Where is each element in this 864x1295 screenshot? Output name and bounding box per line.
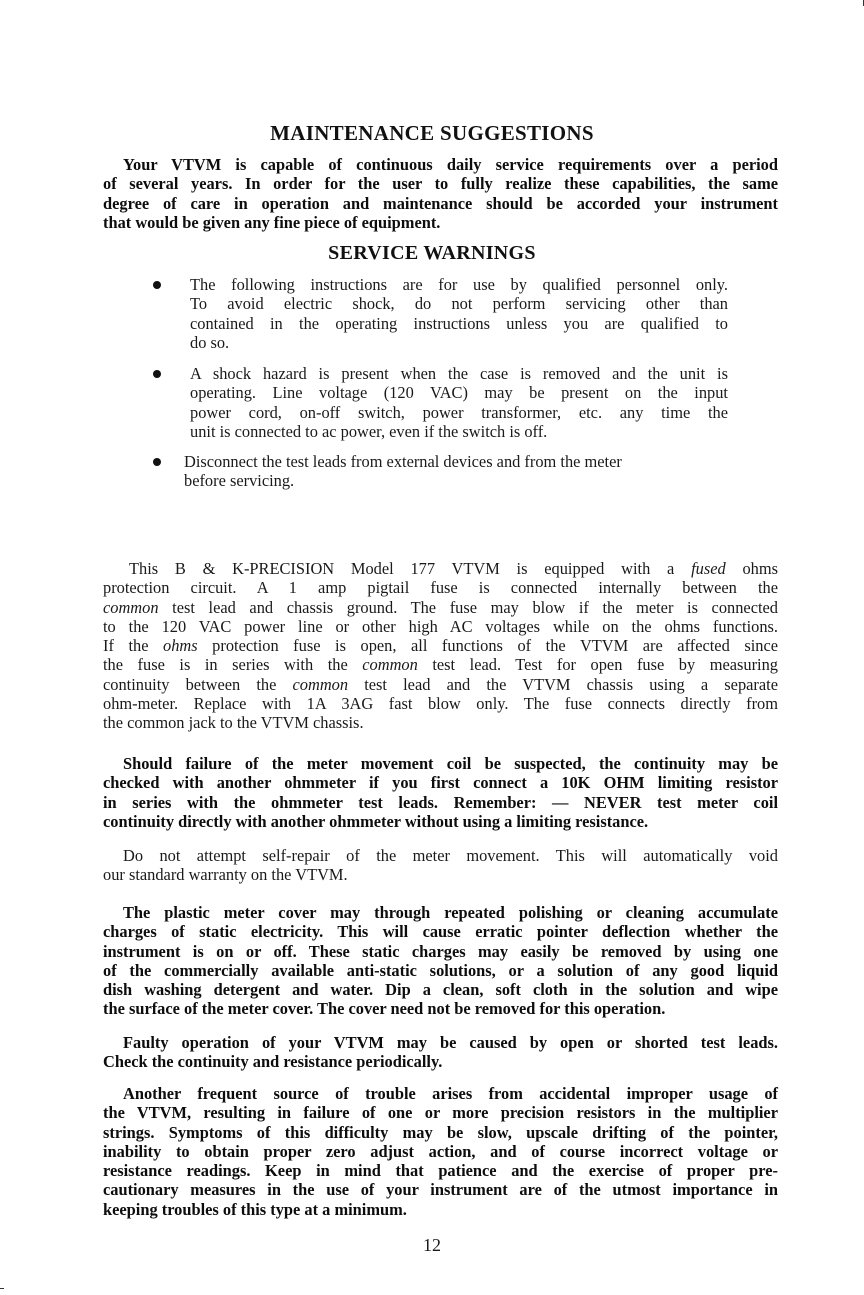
text-line: power cord, on-off switch, power transformer, etc. any time the	[190, 402, 728, 422]
text-line: checked with another ohmmeter if you first connect a 10K OHM limiting resistor	[103, 773, 778, 793]
text-line: strings. Symptoms of this difficulty may be slow, upscale drifting of the pointer,	[103, 1122, 778, 1142]
text-segment: protection circuit. A 1 amp pigtail fuse is connected internally between the	[103, 578, 778, 598]
text-line: The plastic meter cover may through repeated polishing or cleaning accumulate	[123, 903, 778, 922]
italic-term: common	[292, 674, 349, 694]
text-line: inability to obtain proper zero adjust action, and of course incorrect voltage or	[103, 1141, 778, 1161]
text-line: A shock hazard is present when the case is removed and the unit is	[190, 364, 728, 383]
text-line: keeping troubles of this type at a minimum.	[103, 1199, 407, 1219]
text-segment: This B & K-PRECISION Model 177 VTVM is equipped with a	[129, 559, 692, 578]
text-line	[103, 675, 778, 694]
text-segment: the fuse is in series with the	[103, 655, 363, 675]
text-line: our standard warranty on the VTVM.	[103, 865, 348, 885]
warning-item	[190, 364, 728, 441]
text-segment: protection fuse is open, all functions of the VTVM are affected since	[197, 636, 778, 656]
text-line	[103, 617, 778, 636]
italic-term: fused	[691, 559, 726, 578]
text-line: of several years. In order for the user to fully realize these capabilities, the same	[103, 174, 778, 194]
text-line: Disconnect the test leads from external devices and from the meter	[184, 452, 622, 471]
service-warnings-heading: SERVICE WARNINGS	[328, 242, 536, 264]
fuse-paragraph	[103, 559, 778, 733]
italic-term: common	[362, 655, 418, 675]
text-line	[103, 636, 778, 655]
text-segment: continuity between the	[103, 674, 293, 694]
warning-item	[184, 452, 774, 491]
text-line	[103, 694, 778, 713]
text-line: Should failure of the meter movement coil be suspected, the continuity may be	[123, 754, 778, 773]
text-line	[103, 578, 778, 597]
text-segment: test lead and the VTVM chassis using a separate	[348, 674, 778, 694]
text-segment: test lead. Test for open fuse by measuring	[417, 655, 778, 675]
text-line: the VTVM, resulting in failure of one or more precision resistors in the multiplier	[103, 1103, 778, 1123]
text-line	[103, 559, 778, 578]
text-line	[103, 598, 778, 617]
text-line: Do not attempt self-repair of the meter movement. This will automatically void	[123, 846, 778, 865]
text-line	[103, 713, 778, 732]
bullet-icon	[153, 458, 163, 468]
text-line: that would be given any fine piece of equipment.	[103, 212, 441, 232]
text-line: of the commercially available anti-static solutions, or a solution of any good liquid	[103, 960, 778, 980]
text-line: cautionary measures in the use of your instrument are of the utmost importance in	[103, 1180, 778, 1200]
text-segment: test lead and chassis ground. The fuse may blow if the meter is connected	[158, 597, 778, 617]
test-leads-paragraph	[103, 1033, 778, 1072]
text-line: Another frequent source of trouble arises from accidental improper usage of	[123, 1084, 778, 1103]
scan-edge-mark	[0, 1288, 4, 1289]
warning-item	[190, 275, 728, 352]
static-paragraph	[103, 903, 778, 1019]
text-line: To avoid electric shock, do not perform servicing other than	[190, 294, 728, 314]
text-segment: ohms	[725, 559, 778, 578]
text-segment: If the	[103, 636, 164, 656]
text-line: Faulty operation of your VTVM may be caused by open or shorted test leads.	[123, 1033, 778, 1052]
text-line: Check the continuity and resistance periodically.	[103, 1052, 443, 1072]
text-line: contained in the operating instructions unless you are qualified to	[190, 313, 728, 333]
page-number: 12	[423, 1235, 441, 1255]
text-line: before servicing.	[184, 471, 295, 491]
text-line: continuity directly with another ohmmeter without using a limiting resistance.	[103, 811, 649, 831]
bullet-icon	[153, 281, 163, 291]
text-line: unit is connected to ac power, even if the switch is off.	[190, 421, 548, 441]
text-line: resistance readings. Keep in mind that patience and the exercise of proper pre-	[103, 1161, 778, 1181]
text-segment: the common jack to the VTVM chassis.	[103, 713, 364, 733]
meter-coil-paragraph	[103, 754, 778, 831]
italic-term: common	[103, 597, 159, 617]
intro-paragraph	[103, 155, 778, 232]
usage-paragraph	[103, 1084, 778, 1219]
text-line	[103, 655, 778, 674]
text-line: operating. Line voltage (120 VAC) may be present on the input	[190, 383, 728, 403]
text-line: degree of care in operation and maintenance should be accorded your instrument	[103, 193, 778, 213]
bullet-icon	[153, 370, 163, 380]
text-line: do so.	[190, 332, 230, 352]
text-line: The following instructions are for use by qualified personnel only.	[190, 275, 728, 294]
italic-term: ohms	[163, 636, 198, 656]
page-title: MAINTENANCE SUGGESTIONS	[270, 121, 594, 145]
text-segment: ohm-meter. Replace with 1A 3AG fast blow only. The fuse connects directly from	[103, 694, 778, 714]
text-line: Your VTVM is capable of continuous daily service requirements over a period	[123, 155, 778, 174]
text-line: charges of static electricity. This will cause erratic pointer deflection whether the	[103, 922, 778, 942]
text-line: in series with the ohmmeter test leads. Remember: — NEVER test meter coil	[103, 792, 778, 812]
warranty-paragraph	[103, 846, 778, 885]
text-line: the surface of the meter cover. The cover need not be removed for this operation.	[103, 999, 666, 1019]
text-line: dish washing detergent and water. Dip a clean, soft cloth in the solution and wipe	[103, 980, 778, 1000]
text-segment: to the 120 VAC power line or other high AC voltages while on the ohms functions.	[103, 616, 778, 636]
text-line: instrument is on or off. These static charges may easily be removed by using one	[103, 941, 778, 961]
